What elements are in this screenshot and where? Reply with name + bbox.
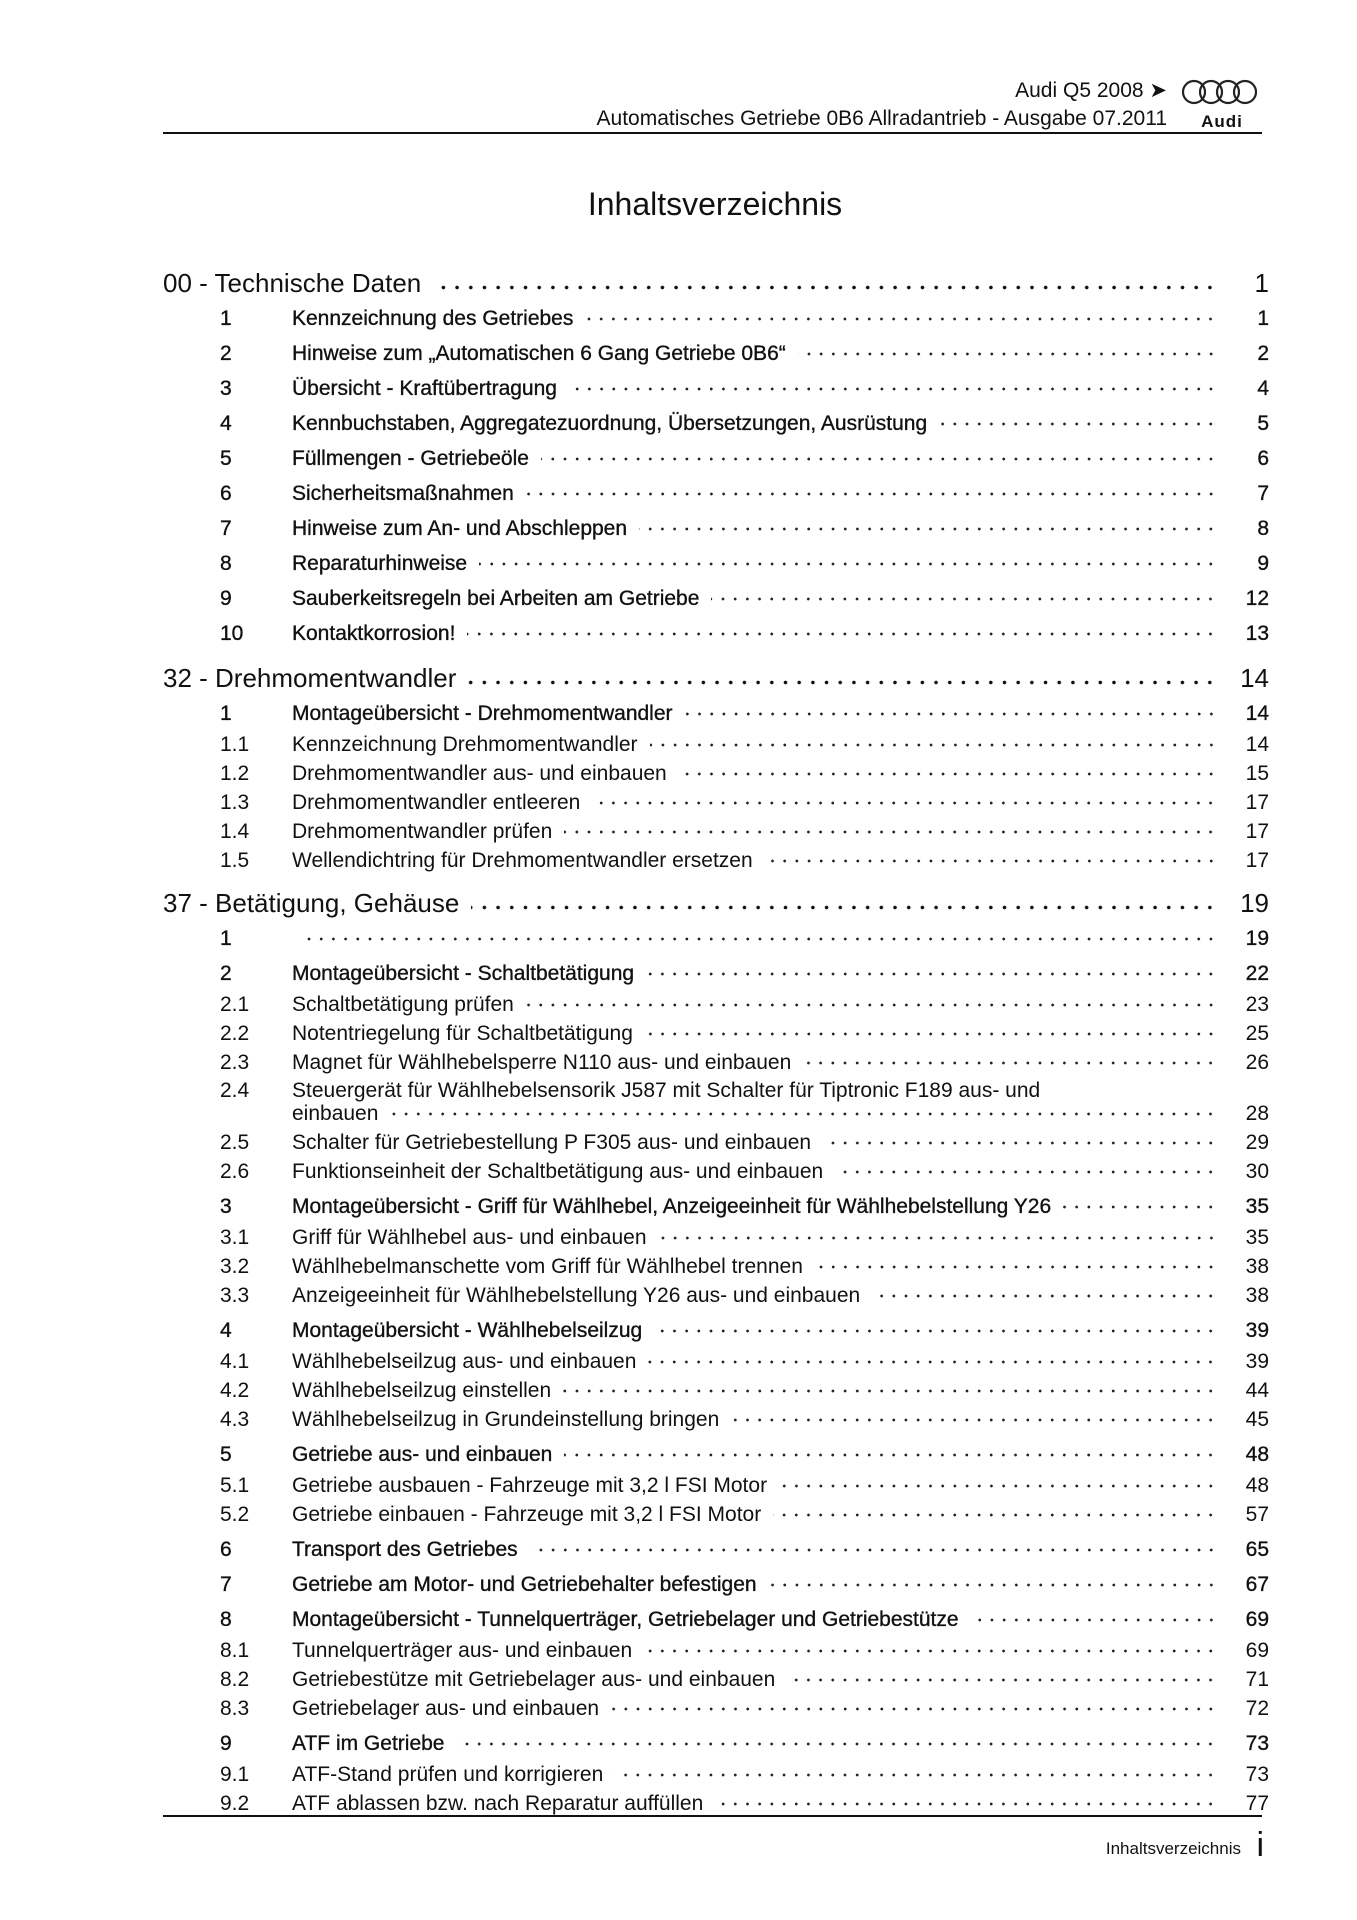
toc-entry-number: 1.5 — [220, 848, 250, 872]
toc-entry-page: 13 — [1245, 622, 1269, 645]
toc-entry-title: Schalter für Getriebestellung P F305 aus- und einbauen — [292, 1130, 812, 1154]
dot-leader — [639, 527, 1217, 531]
toc-entry[interactable] — [163, 1347, 1269, 1376]
toc-entry-number: 2.5 — [220, 1130, 250, 1154]
toc-entry-title: 37 - Betätigung, Gehäuse — [163, 887, 460, 918]
toc-entry-page: 17 — [1245, 848, 1269, 872]
footer-page-number: i — [1256, 1826, 1264, 1864]
dot-leader — [1063, 1205, 1217, 1209]
dot-leader — [467, 632, 1217, 636]
toc-entry-title: 32 - Drehmomentwandler — [163, 662, 457, 693]
toc-entry[interactable] — [163, 583, 1269, 615]
toc-entry[interactable] — [163, 513, 1269, 545]
toc-entry-title: Hinweise zum „Automatischen 6 Gang Getriebe 0B6“ — [292, 342, 786, 365]
toc-entry-number: 8.1 — [220, 1638, 250, 1662]
toc-entry[interactable] — [163, 303, 1269, 335]
dot-leader — [765, 859, 1217, 863]
toc-entry[interactable] — [163, 1694, 1269, 1723]
toc-entry-number: 2.3 — [220, 1050, 250, 1074]
toc-entry[interactable] — [163, 443, 1269, 475]
toc-entry-title: Montageübersicht - Griff für Wählhebel, Anzeigeeinheit für Wählhebelstellung Y26 — [292, 1195, 1052, 1218]
toc-entry[interactable] — [163, 817, 1269, 846]
dot-leader — [971, 1618, 1217, 1622]
footer-label: Inhaltsverzeichnis — [1105, 1839, 1241, 1858]
toc-entry-page: 12 — [1245, 587, 1269, 610]
toc-entry-page: 35 — [1245, 1225, 1269, 1249]
dot-leader — [773, 1513, 1217, 1517]
toc-entry-title: Übersicht - Kraftübertragung — [292, 377, 557, 400]
toc-entry-title: Tunnelquerträger aus- und einbauen — [292, 1638, 633, 1662]
toc-entry[interactable] — [163, 1665, 1269, 1694]
dot-leader — [644, 1649, 1217, 1653]
dot-leader — [787, 1678, 1217, 1682]
header-divider — [163, 132, 1262, 134]
toc-entry-title: Getriebe ausbauen - Fahrzeuge mit 3,2 l FSI Motor — [292, 1473, 768, 1497]
toc-entry[interactable] — [163, 698, 1269, 730]
toc-entry-title: Sauberkeitsregeln bei Arbeiten am Getriebe — [292, 587, 700, 610]
dot-leader — [564, 1453, 1217, 1457]
toc-entry-number: 3.3 — [220, 1283, 250, 1307]
toc-entry-number: 4 — [220, 412, 232, 435]
toc-entry-number: 4.1 — [220, 1349, 250, 1373]
toc-entry[interactable] — [163, 1471, 1269, 1500]
toc-entry-title: Hinweise zum An- und Abschleppen — [292, 517, 628, 540]
dot-leader — [685, 712, 1217, 716]
toc-entry[interactable] — [163, 1157, 1269, 1186]
toc-entry-page: 25 — [1245, 1021, 1269, 1045]
dot-leader — [526, 492, 1217, 496]
toc-entry-title: Montageübersicht - Schaltbetätigung — [292, 962, 635, 985]
toc-entry-title: Montageübersicht - Wählhebelseilzug — [292, 1319, 643, 1342]
toc-entry-number: 7 — [220, 1573, 232, 1596]
dot-leader — [541, 457, 1217, 461]
dot-leader — [456, 1742, 1217, 1746]
toc-entry-title: Füllmengen - Getriebeöle — [292, 447, 529, 470]
toc-entry-page: 1 — [1254, 267, 1269, 298]
toc-entry-number: 2.1 — [220, 992, 250, 1016]
toc-entry[interactable] — [163, 1019, 1269, 1048]
dot-leader — [715, 1802, 1217, 1806]
toc-entry-title: Wellendichtring für Drehmomentwandler ersetzen — [292, 848, 753, 872]
toc-entry-number: 1 — [220, 307, 232, 330]
dot-leader — [835, 1170, 1217, 1174]
toc-entry-number: 3.2 — [220, 1254, 250, 1278]
toc-entry-number: 1 — [220, 927, 232, 950]
toc-entry-title: Funktionseinheit der Schaltbetätigung aus- und einbauen — [292, 1159, 824, 1183]
toc-entry-title: Montageübersicht - Drehmomentwandler — [292, 702, 673, 725]
toc-entry[interactable] — [163, 478, 1269, 510]
toc-entry-page: 22 — [1245, 962, 1269, 985]
dot-leader — [592, 801, 1217, 805]
toc-entry[interactable] — [163, 1405, 1269, 1434]
header-model: Audi Q5 2008 ➤ — [1015, 79, 1167, 102]
toc-entry-title: Getriebe einbauen - Fahrzeuge mit 3,2 l FSI Motor — [292, 1502, 762, 1526]
toc-entry-title: Getriebe am Motor- und Getriebehalter befestigen — [292, 1573, 757, 1596]
toc-section[interactable] — [163, 885, 1269, 921]
toc-entry-page: 19 — [1245, 927, 1269, 950]
toc-entry[interactable] — [163, 1534, 1269, 1566]
toc-entry[interactable] — [163, 1760, 1269, 1789]
toc-section[interactable] — [163, 660, 1269, 696]
toc-entry-title: Schaltbetätigung prüfen — [292, 992, 514, 1016]
toc-entry-number: 8.2 — [220, 1667, 250, 1691]
toc-entry-title: Anzeigeeinheit für Wählhebelstellung Y26 aus- und einbauen — [292, 1283, 861, 1307]
toc-entry[interactable] — [163, 1281, 1269, 1310]
audi-logo-text: Audi — [1201, 112, 1243, 131]
toc-section[interactable] — [163, 265, 1269, 301]
toc-entry-title: 00 - Technische Daten — [163, 267, 422, 298]
toc-entry-number: 8 — [220, 1608, 232, 1631]
toc-entry[interactable] — [163, 788, 1269, 817]
dot-leader — [468, 680, 1217, 685]
dot-leader — [654, 1329, 1217, 1333]
toc-entry[interactable] — [163, 1048, 1269, 1077]
toc-entry-title: Wählhebelseilzug einstellen — [292, 1378, 552, 1402]
toc-entry-page: 6 — [1257, 447, 1269, 470]
toc-entry-page: 15 — [1245, 761, 1269, 785]
toc-entry[interactable] — [163, 1604, 1269, 1636]
dot-leader — [433, 285, 1217, 290]
toc-entry-page: 38 — [1245, 1283, 1269, 1307]
toc-entry[interactable] — [163, 1728, 1269, 1760]
dot-leader — [611, 1707, 1217, 1711]
toc-entry-page: 39 — [1245, 1349, 1269, 1373]
toc-entry-title: Kontaktkorrosion! — [292, 622, 456, 645]
toc-entry-number: 10 — [220, 622, 244, 645]
toc-entry-title: Drehmomentwandler prüfen — [292, 819, 553, 843]
toc-entry-number: 4.3 — [220, 1407, 250, 1431]
dot-leader — [563, 1389, 1217, 1393]
toc-entry[interactable] — [163, 958, 1269, 990]
dot-leader — [798, 352, 1217, 356]
dot-leader — [648, 1360, 1217, 1364]
toc-entry-title: Kennzeichnung des Getriebes — [292, 307, 574, 330]
toc-entry-page: 65 — [1245, 1538, 1269, 1561]
toc-entry-page: 19 — [1240, 887, 1269, 918]
toc-entry-number: 3 — [220, 377, 232, 400]
dot-leader — [471, 905, 1217, 910]
dot-leader — [711, 597, 1217, 601]
dot-leader — [615, 1773, 1217, 1777]
toc-entry-page: 8 — [1257, 517, 1269, 540]
toc-entry[interactable] — [163, 759, 1269, 788]
toc-entry-page: 28 — [1245, 1101, 1269, 1125]
toc-entry-title: Steuergerät für Wählhebelsensorik J587 mit Schalter für Tiptronic F189 aus- und — [292, 1078, 1041, 1102]
toc-entry-number: 2.4 — [220, 1079, 250, 1102]
toc-entry-number: 4 — [220, 1319, 232, 1342]
toc-entry-page: 17 — [1245, 819, 1269, 843]
toc-entry-number: 1.2 — [220, 761, 250, 785]
page-title: Inhaltsverzeichnis — [587, 186, 843, 222]
toc-entry-number: 1.4 — [220, 819, 250, 843]
toc-entry-page: 72 — [1245, 1696, 1269, 1720]
dot-leader — [803, 1061, 1217, 1065]
toc-entry-number: 9 — [220, 1732, 232, 1755]
toc-entry-page: 23 — [1245, 992, 1269, 1016]
footer-divider — [163, 1815, 1262, 1817]
dot-leader — [650, 743, 1217, 747]
dot-leader — [530, 1548, 1217, 1552]
toc-entry[interactable] — [163, 990, 1269, 1019]
toc-entry-title: Wählhebelseilzug in Grundeinstellung bringen — [292, 1407, 720, 1431]
dot-leader — [815, 1265, 1217, 1269]
toc-entry[interactable] — [163, 1077, 1269, 1128]
dot-leader — [479, 562, 1217, 566]
toc-entry[interactable] — [163, 548, 1269, 580]
toc-entry-page: 77 — [1245, 1791, 1269, 1815]
toc-entry-number: 9 — [220, 587, 232, 610]
table-of-contents — [163, 265, 1269, 1818]
toc-entry-number: 5.1 — [220, 1473, 250, 1497]
dot-leader — [585, 317, 1217, 321]
toc-entry[interactable] — [163, 1439, 1269, 1471]
toc-entry[interactable] — [163, 1252, 1269, 1281]
toc-entry-number: 8 — [220, 552, 232, 575]
toc-entry-page: 57 — [1245, 1502, 1269, 1526]
toc-entry-page: 9 — [1257, 552, 1269, 575]
toc-entry-page: 7 — [1257, 482, 1269, 505]
toc-entry[interactable] — [163, 1636, 1269, 1665]
toc-entry-page: 29 — [1245, 1130, 1269, 1154]
toc-entry-number: 9.2 — [220, 1791, 250, 1815]
toc-entry-page: 73 — [1245, 1732, 1269, 1755]
toc-entry-number: 2 — [220, 342, 232, 365]
toc-entry-title: Kennzeichnung Drehmomentwandler — [292, 732, 638, 756]
toc-entry[interactable] — [163, 373, 1269, 405]
toc-entry-title: Montageübersicht - Tunnelquerträger, Getriebelager und Getriebestütze — [292, 1608, 959, 1631]
toc-entry-page: 2 — [1257, 342, 1269, 365]
toc-entry-number: 5 — [220, 447, 232, 470]
toc-entry-page: 73 — [1245, 1762, 1269, 1786]
toc-entry-title: ATF-Stand prüfen und korrigieren — [292, 1762, 604, 1786]
toc-entry-page: 17 — [1245, 790, 1269, 814]
toc-entry-page: 1 — [1257, 307, 1269, 330]
toc-entry-line2 — [292, 1102, 1269, 1126]
toc-entry-page: 67 — [1245, 1573, 1269, 1596]
dot-leader — [564, 830, 1217, 834]
dot-leader — [304, 937, 1217, 941]
toc-entry[interactable] — [163, 846, 1269, 875]
toc-entry-page: 48 — [1245, 1473, 1269, 1497]
toc-entry[interactable] — [163, 338, 1269, 370]
toc-entry[interactable] — [163, 1376, 1269, 1405]
toc-entry-number: 4.2 — [220, 1378, 250, 1402]
toc-entry-number: 2.2 — [220, 1021, 250, 1045]
dot-leader — [731, 1418, 1217, 1422]
toc-entry-number: 3 — [220, 1195, 232, 1218]
toc-entry-title: ATF ablassen bzw. nach Reparatur auffüllen — [292, 1791, 704, 1815]
toc-entry-title: Getriebelager aus- und einbauen — [292, 1696, 600, 1720]
toc-entry[interactable] — [163, 730, 1269, 759]
toc-entry-title: ATF im Getriebe — [292, 1732, 445, 1755]
toc-entry[interactable] — [163, 923, 1269, 955]
toc-entry-number: 1 — [220, 702, 232, 725]
toc-entry-page: 14 — [1245, 702, 1269, 725]
toc-entry[interactable] — [163, 408, 1269, 440]
toc-entry-page: 44 — [1245, 1378, 1269, 1402]
toc-entry[interactable] — [163, 1789, 1269, 1818]
dot-leader — [823, 1141, 1217, 1145]
toc-entry-number: 5 — [220, 1443, 232, 1466]
toc-entry-title: Transport des Getriebes — [292, 1538, 518, 1561]
dot-leader — [872, 1294, 1217, 1298]
dot-leader — [646, 972, 1217, 976]
dot-leader — [390, 1112, 1217, 1116]
toc-entry-title: Griff für Wählhebel aus- und einbauen — [292, 1225, 647, 1249]
toc-entry-number: 6 — [220, 482, 232, 505]
toc-entry-page: 69 — [1245, 1638, 1269, 1662]
toc-entry-page: 14 — [1245, 732, 1269, 756]
toc-entry-number: 5.2 — [220, 1502, 250, 1526]
toc-entry-page: 5 — [1257, 412, 1269, 435]
toc-entry-title: Drehmomentwandler aus- und einbauen — [292, 761, 667, 785]
toc-entry-number: 8.3 — [220, 1696, 250, 1720]
toc-entry-title: Kennbuchstaben, Aggregatezuordnung, Übersetzungen, Ausrüstung — [292, 412, 928, 435]
toc-entry-number: 9.1 — [220, 1762, 250, 1786]
toc-entry-number: 3.1 — [220, 1225, 250, 1249]
toc-entry-page: 35 — [1245, 1195, 1269, 1218]
toc-entry[interactable] — [163, 1569, 1269, 1601]
toc-entry-page: 38 — [1245, 1254, 1269, 1278]
toc-entry-page: 26 — [1245, 1050, 1269, 1074]
toc-entry-page: 69 — [1245, 1608, 1269, 1631]
dot-leader — [769, 1583, 1217, 1587]
toc-entry-title: Reparaturhinweise — [292, 552, 468, 575]
toc-entry-title: Wählhebelmanschette vom Griff für Wählhebel trennen — [292, 1254, 803, 1278]
toc-entry-page: 30 — [1245, 1159, 1269, 1183]
dot-leader — [779, 1484, 1217, 1488]
toc-entry-title-continued: einbauen — [292, 1101, 379, 1125]
toc-entry-page: 14 — [1240, 662, 1269, 693]
toc-entry-number: 2 — [220, 962, 232, 985]
toc-entry-text — [292, 1080, 1269, 1126]
toc-entry-page: 39 — [1245, 1319, 1269, 1342]
toc-entry-title: Drehmomentwandler entleeren — [292, 790, 581, 814]
toc-entry-number: 7 — [220, 517, 232, 540]
header-subtitle: Automatisches Getriebe 0B6 Allradantrieb - Ausgabe 07.2011 — [596, 107, 1167, 130]
dot-leader — [526, 1003, 1217, 1007]
toc-entry-title: Wählhebelseilzug aus- und einbauen — [292, 1349, 637, 1373]
toc-entry[interactable] — [163, 1223, 1269, 1252]
toc-entry[interactable] — [163, 1128, 1269, 1157]
dot-leader — [679, 772, 1217, 776]
toc-entry-number: 1.3 — [220, 790, 250, 814]
toc-entry-title: Getriebe aus- und einbauen — [292, 1443, 553, 1466]
toc-entry-page: 48 — [1245, 1443, 1269, 1466]
toc-entry-number: 1.1 — [220, 732, 250, 756]
toc-entry[interactable] — [163, 618, 1269, 650]
toc-entry-title: Magnet für Wählhebelsperre N110 aus- und einbauen — [292, 1050, 792, 1074]
toc-entry[interactable] — [163, 1191, 1269, 1223]
toc-entry-title: Notentriegelung für Schaltbetätigung — [292, 1021, 633, 1045]
toc-entry-page: 71 — [1245, 1667, 1269, 1691]
toc-entry[interactable] — [163, 1315, 1269, 1347]
toc-entry-number: 2.6 — [220, 1159, 250, 1183]
toc-entry-title: Getriebestütze mit Getriebelager aus- und einbauen — [292, 1667, 776, 1691]
dot-leader — [659, 1236, 1218, 1240]
toc-entry-title: Sicherheitsmaßnahmen — [292, 482, 514, 505]
dot-leader — [939, 422, 1217, 426]
toc-entry-page: 4 — [1257, 377, 1269, 400]
dot-leader — [569, 387, 1217, 391]
toc-entry-number: 6 — [220, 1538, 232, 1561]
toc-entry[interactable] — [163, 1500, 1269, 1529]
toc-entry-page: 45 — [1245, 1407, 1269, 1431]
dot-leader — [645, 1032, 1217, 1036]
